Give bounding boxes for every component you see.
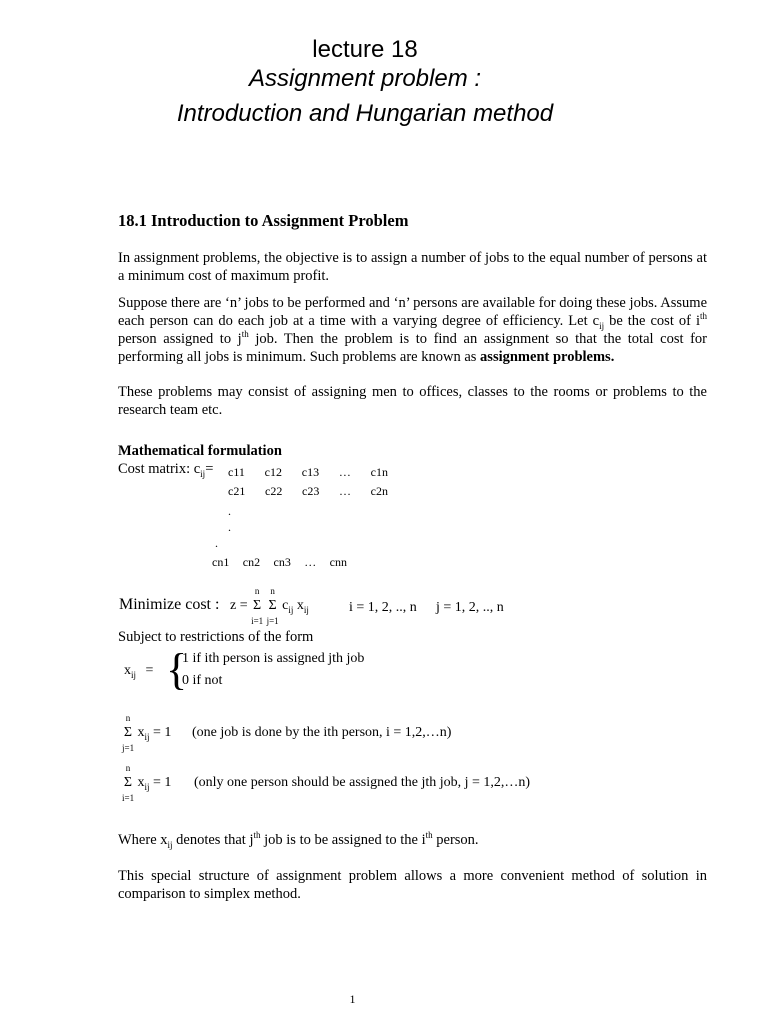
constraint-1-note: (one job is done by the ith person, i = 1,2,…n) <box>192 725 452 740</box>
objective-function: z = n Σ i=1 n Σ j=1 $c_{ij}$ $x_{ij}$ <box>230 586 309 626</box>
examples-paragraph: These problems may consist of assigning men to offices, classes to the rooms or problems to the research team etc. <box>118 384 707 418</box>
constraint-1: n Σ j=1 $x_{ij} = 1$ <box>122 713 172 753</box>
range-j: j = 1, 2, .., n <box>436 600 504 615</box>
cost-matrix-rown: cn1 cn2 cn3 … cnn <box>212 555 347 569</box>
page-title: Assignment problem : <box>248 65 482 92</box>
assignment-problems-term: assignment problems. <box>480 349 615 365</box>
matrix-dot: . <box>215 536 218 550</box>
section-heading: 18.1 Introduction to Assignment Problem <box>118 211 409 230</box>
matrix-dot: . <box>228 504 231 518</box>
lecture-number: lecture 18 <box>312 36 418 63</box>
constraint-2-note: (only one person should be assigned the jth job, j = 1,2,…n) <box>194 775 531 790</box>
page-number: 1 <box>349 992 356 1006</box>
cost-matrix-row1: c11 c12 c13 … c1n <box>228 465 388 479</box>
sum-j: n Σ j=1 <box>266 586 279 626</box>
case-2: 0 if not <box>182 673 223 688</box>
minimize-label: Minimize cost : <box>119 596 220 613</box>
where-sentence: Where $x_{ij}$ denotes that $j^{th}$ job is to be assigned to the $i^{th}$ person. <box>118 830 479 850</box>
sum-i: n Σ i=1 <box>251 586 264 626</box>
cost-matrix-row2: c21 c22 c23 … c2n <box>228 484 388 498</box>
range-i: i = 1, 2, .., n <box>349 600 417 615</box>
matrix-dot: . <box>228 520 231 534</box>
brace: { <box>166 645 188 694</box>
subject-to-text: Subject to restrictions of the form <box>118 629 314 645</box>
constraint-2: n Σ i=1 $x_{ij} = 1$ <box>122 763 172 803</box>
structure-paragraph: This special structure of assignment problem allows a more convenient method of solution in comparison to simplex method. <box>118 868 707 902</box>
xij-lhs: $x_{ij}$ = <box>124 663 154 680</box>
cost-matrix-label: Cost matrix: $c_{ij}=$ <box>118 461 214 479</box>
intro-paragraph: In assignment problems, the objective is to assign a number of jobs to the equal number of persons at a minimum cost of maximum profit. <box>118 250 707 284</box>
page-subtitle: Introduction and Hungarian method <box>176 100 554 127</box>
definition-paragraph: Suppose there are ‘n’ jobs to be performed and ‘n’ persons are available for doing these jobs. Assume each person can do each job at a time with a varying degree of efficiency. Let $c_{ij}$ be the cost of $i^{th}$ person assigned to $j^{th}$ job. Then the problem is to find an assignment so that the total cost for performing all jobs is minimum. Such problems are known as assignment problems. <box>118 295 708 365</box>
math-heading: Mathematical formulation <box>118 443 282 459</box>
case-1: 1 if ith person is assigned jth job <box>182 651 365 666</box>
